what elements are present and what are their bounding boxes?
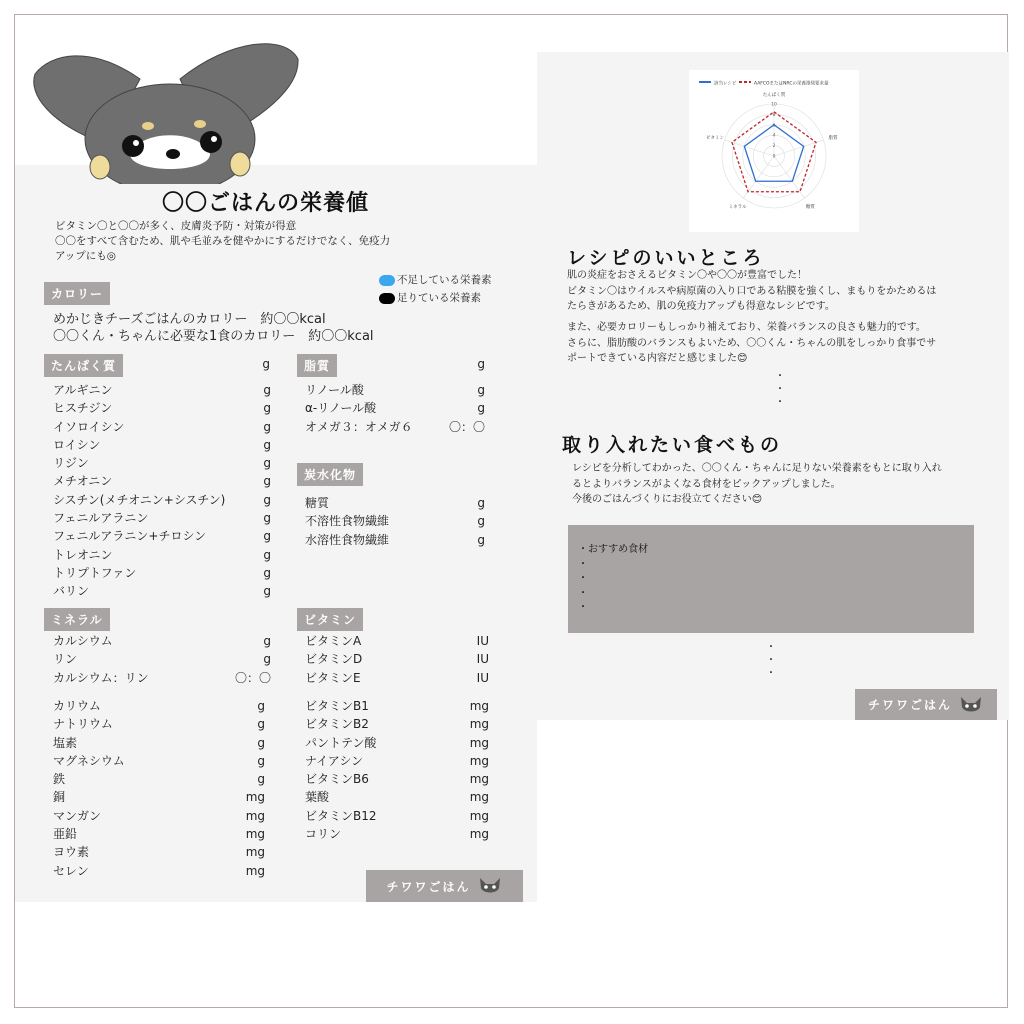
nutrient-unit: mg	[245, 863, 265, 878]
nutrient-row	[53, 843, 265, 861]
nutrient-row	[305, 650, 489, 668]
nutrient-row	[53, 546, 271, 564]
nutrient-name: リン	[53, 652, 78, 667]
nutrient-row	[53, 862, 265, 880]
nutrient-row	[305, 531, 485, 549]
food-item: ・	[578, 602, 588, 613]
nutrient-row	[53, 454, 271, 472]
recommended-foods-title: 取り入れたい食べもの	[562, 434, 783, 456]
nutrient-name: 不溶性食物繊維	[305, 514, 390, 529]
nutrient-row	[305, 512, 485, 530]
nutrient-unit: g	[263, 584, 271, 599]
nutrient-name: カルシウム：リン	[53, 670, 149, 685]
nutrient-name: コリン	[305, 827, 342, 842]
nutrient-row	[53, 527, 271, 545]
nutrient-row	[53, 418, 271, 436]
nutrient-unit: g	[263, 529, 271, 544]
nutrient-row	[53, 650, 271, 668]
nutrient-row	[53, 669, 271, 687]
recommended-foods-text	[572, 461, 987, 508]
radar-tick-label: 0	[772, 154, 776, 160]
good-points-p1	[567, 268, 987, 315]
nutrient-name: トリプトファン	[53, 565, 137, 580]
radar-axis-label: ビタミン	[706, 135, 725, 141]
nutrient-row	[53, 752, 265, 770]
nutrient-row	[305, 807, 489, 825]
nutrient-unit: mg	[469, 717, 489, 732]
protein-header: たんぱく質	[44, 354, 123, 377]
nutrient-name: 鉄	[53, 772, 66, 787]
foods-line: るとよりバランスがよくなる食材をピックアップしました。	[572, 478, 841, 490]
nutrient-unit: g	[263, 383, 271, 397]
mineral-header: ミネラル	[44, 608, 110, 631]
nutrient-unit: g	[257, 699, 265, 713]
fat-header-unit: g	[477, 357, 485, 371]
good-points-title: レシピのいいところ	[567, 247, 765, 269]
radar-tick-label: 6	[772, 123, 776, 129]
continuation-dots-2: ・ ・ ・	[766, 642, 776, 679]
nutrient-row	[53, 734, 265, 752]
nutrient-row	[305, 788, 489, 806]
nutrient-name: 糖質	[305, 496, 330, 510]
radar-chart-svg	[689, 70, 859, 232]
fat-header: 脂質	[297, 354, 337, 377]
nutrient-unit: mg	[245, 827, 265, 842]
nutrient-unit: mg	[245, 790, 265, 805]
food-item: ・	[578, 573, 588, 584]
food-item: ・	[578, 558, 588, 570]
nutrient-unit: mg	[469, 753, 489, 768]
nutrient-unit: mg	[469, 735, 489, 750]
nutrient-unit: IU	[476, 670, 489, 685]
radar-tick-label: 2	[772, 144, 776, 150]
good-points-p2	[567, 320, 987, 367]
nutrient-row	[305, 399, 485, 417]
nutrient-unit: mg	[245, 845, 265, 860]
nutrient-row	[305, 697, 489, 715]
nutrient-row	[53, 582, 271, 600]
nutrient-unit: g	[263, 419, 271, 434]
nutrient-name: バリン	[53, 584, 90, 599]
nutrient-row	[305, 734, 489, 752]
intro-text	[55, 219, 390, 264]
nutrient-unit: IU	[476, 652, 489, 667]
recommended-foods-list	[568, 525, 974, 616]
good-line: たらきがあるため、肌の免疫力アップも得意なレシピです。	[567, 301, 835, 312]
dog-icon	[477, 876, 503, 896]
radar-chart	[689, 70, 859, 232]
nutrient-row	[53, 564, 271, 582]
nutrient-unit: g	[257, 753, 265, 768]
fat-list	[305, 381, 485, 436]
nutrient-row	[53, 825, 265, 843]
nutrient-unit: g	[257, 717, 265, 732]
nutrient-row	[53, 491, 271, 509]
vitamin-header: ビタミン	[297, 608, 363, 631]
nutrient-name: カリウム	[53, 699, 101, 713]
calorie-info	[53, 311, 374, 345]
nutrient-unit: g	[263, 401, 271, 416]
nutrient-name: ナトリウム	[53, 717, 113, 732]
nutrient-row	[53, 788, 265, 806]
mineral-list-b	[53, 697, 265, 880]
vitamin-list-b	[305, 697, 489, 843]
nutrient-unit: g	[477, 496, 485, 510]
radar-tick-label: 10	[771, 102, 777, 108]
nutrient-row	[305, 381, 485, 399]
nutrient-name: フェニルアラニン+チロシン	[53, 529, 207, 544]
nutrient-name: トレオニン	[53, 547, 113, 562]
nutrient-unit: g	[263, 437, 271, 452]
nutrient-name: シスチン(メチオニン+シスチン)	[53, 492, 226, 507]
radar-axis-label: たんぱく質	[762, 93, 786, 98]
nutrient-unit: g	[257, 735, 265, 750]
brand-label: チワワごはん	[867, 698, 952, 712]
nutrient-unit: g	[257, 772, 265, 787]
nutrient-row	[53, 509, 271, 527]
brand-badge	[366, 870, 523, 902]
nutrient-name: 塩素	[53, 735, 78, 750]
page-title: 〇〇ごはんの栄養値	[162, 191, 370, 216]
nutrient-name: メチオニン	[53, 474, 113, 489]
carb-header: 炭水化物	[297, 463, 363, 486]
nutrient-name: 亜鉛	[53, 827, 78, 842]
nutrient-name: リノール酸	[305, 383, 364, 397]
nutrient-name: オメガ３：オメガ６	[305, 419, 413, 434]
nutrient-row	[53, 632, 271, 650]
good-line: 肌の炎症をおさえるビタミン〇や〇〇が豊富でした！	[567, 270, 807, 281]
nutrient-name: 水溶性食物繊維	[305, 532, 390, 547]
nutrient-name: アルギニン	[53, 383, 113, 397]
nutrient-name: ビタミンB12	[305, 808, 377, 823]
nutrient-name: 葉酸	[305, 790, 330, 805]
radar-axis-label: 脂質	[828, 135, 838, 141]
radar-axis-label: 糖質	[805, 205, 815, 211]
nutrient-row	[305, 715, 489, 733]
good-line: ポートできている内容だと感じました😊	[567, 353, 748, 364]
legend-sufficient: 足りている栄養素	[379, 291, 492, 306]
legend-shortage: 不足している栄養素	[379, 273, 492, 288]
nutrient-name: ビタミンD	[305, 652, 363, 667]
nutrient-name: α-リノール酸	[305, 401, 377, 416]
nutrient-row	[305, 494, 485, 512]
nutrient-unit: mg	[469, 772, 489, 787]
nutrient-row	[305, 669, 489, 687]
radar-tick-label: 4	[772, 133, 776, 139]
nutrient-unit: mg	[245, 808, 265, 823]
nutrient-name: ビタミンB1	[305, 699, 369, 713]
nutrient-name: ビタミンB6	[305, 772, 369, 787]
nutrient-row	[305, 825, 489, 843]
nutrient-unit: 〇：〇	[234, 670, 271, 685]
foods-line: 今後のごはんづくりにお役立てください😊	[572, 494, 763, 505]
nutrient-name: イソロイシン	[53, 419, 125, 434]
nutrient-name: マンガン	[53, 808, 102, 823]
nutrient-name: ビタミンA	[305, 634, 362, 648]
brand-label: チワワごはん	[386, 879, 471, 894]
intro-line: アップにも◎	[55, 250, 116, 262]
food-item: ・おすすめ食材	[578, 544, 649, 555]
nutrient-unit: g	[477, 401, 485, 416]
legend-standard: AAFCOまたはNRCの栄養推奨要求量	[754, 81, 829, 87]
nutrient-name: ヒスチジン	[53, 401, 113, 416]
nutrient-unit: IU	[476, 634, 489, 648]
nutrient-name: カルシウム	[53, 634, 113, 648]
dog-icon	[958, 695, 984, 715]
nutrient-name: マグネシウム	[53, 753, 125, 768]
good-line: また、必要カロリーもしっかり補えており、栄養バランスの良さも魅力的です。	[567, 322, 926, 333]
calorie-line: 〇〇くん・ちゃんに必要な1食のカロリー 約〇〇kcal	[53, 329, 374, 344]
nutrient-row	[53, 472, 271, 490]
protein-list	[53, 381, 271, 601]
nutrient-name: パントテン酸	[305, 735, 377, 750]
nutrient-unit: mg	[469, 827, 489, 842]
nutrient-name: ロイシン	[53, 437, 101, 452]
nutrient-unit: g	[263, 634, 271, 648]
nutrient-unit: mg	[469, 808, 489, 823]
nutrient-row	[305, 418, 485, 436]
nutrient-unit: g	[263, 456, 271, 471]
nutrient-name: ビタミンB2	[305, 717, 369, 732]
shortage-swatch	[379, 275, 395, 286]
nutrient-row	[53, 697, 265, 715]
legend-recipe: 該当レシピ	[714, 81, 737, 87]
nutrient-unit: g	[263, 511, 271, 526]
nutrient-row	[53, 807, 265, 825]
intro-line: 〇〇をすべて含むため、肌や毛並みを健やかにするだけでなく、免疫力	[55, 235, 391, 247]
nutrient-unit: g	[477, 514, 485, 529]
nutrient-name: フェニルアラニン	[53, 511, 149, 526]
nutrient-name: ナイアシン	[305, 753, 364, 768]
nutrient-unit: g	[263, 474, 271, 489]
nutrient-unit: g	[477, 383, 485, 397]
nutrient-name: ヨウ素	[53, 845, 90, 860]
carb-list	[305, 494, 485, 549]
good-line: ビタミン〇はウイルスや病原菌の入り口である粘膜を強くし、まもりをかためるは	[567, 285, 937, 297]
continuation-dots: ・ ・ ・	[775, 371, 785, 408]
vitamin-list-a	[305, 632, 489, 687]
calorie-header: カロリー	[44, 282, 110, 305]
nutrient-name: リジン	[53, 456, 89, 471]
nutrient-unit: g	[263, 547, 271, 562]
food-item: ・	[578, 587, 588, 599]
nutrient-name: 銅	[53, 790, 66, 805]
nutrient-row	[53, 715, 265, 733]
nutrient-name: ビタミンE	[305, 670, 361, 685]
radar-axis-label: ミネラル	[728, 205, 747, 211]
nutrient-row	[305, 770, 489, 788]
nutrient-unit: g	[263, 492, 271, 507]
nutrient-row	[305, 632, 489, 650]
nutrient-unit: g	[477, 532, 485, 547]
legend	[379, 273, 492, 306]
calorie-line: めかじきチーズごはんのカロリー 約〇〇kcal	[53, 312, 326, 327]
sufficient-swatch	[379, 293, 395, 304]
nutrient-row	[53, 436, 271, 454]
protein-header-unit: g	[262, 357, 270, 371]
nutrient-row	[53, 399, 271, 417]
chihuahua-illustration	[30, 34, 305, 184]
nutrient-unit: g	[263, 565, 271, 580]
intro-line: ビタミン〇と〇〇が多く、皮膚炎予防・対策が得意	[55, 220, 297, 232]
nutrient-unit: 〇：〇	[448, 419, 485, 434]
mineral-list-a	[53, 632, 271, 687]
recommended-foods-box	[568, 525, 974, 633]
nutrient-unit: mg	[469, 699, 489, 713]
nutrient-row	[305, 752, 489, 770]
nutrient-row	[53, 381, 271, 399]
radar-tick-label: 8	[772, 112, 776, 118]
brand-badge-right	[855, 689, 997, 720]
good-line: さらに、脂肪酸のバランスもよいため、〇〇くん・ちゃんの肌をしっかり食事でサ	[567, 337, 937, 349]
nutrient-name: セレン	[53, 863, 89, 878]
foods-line: レシピを分析してわかった、〇〇くん・ちゃんに足りない栄養素をもとに取り入れ	[572, 463, 942, 474]
nutrient-row	[53, 770, 265, 788]
nutrient-unit: g	[263, 652, 271, 667]
nutrient-unit: mg	[469, 790, 489, 805]
